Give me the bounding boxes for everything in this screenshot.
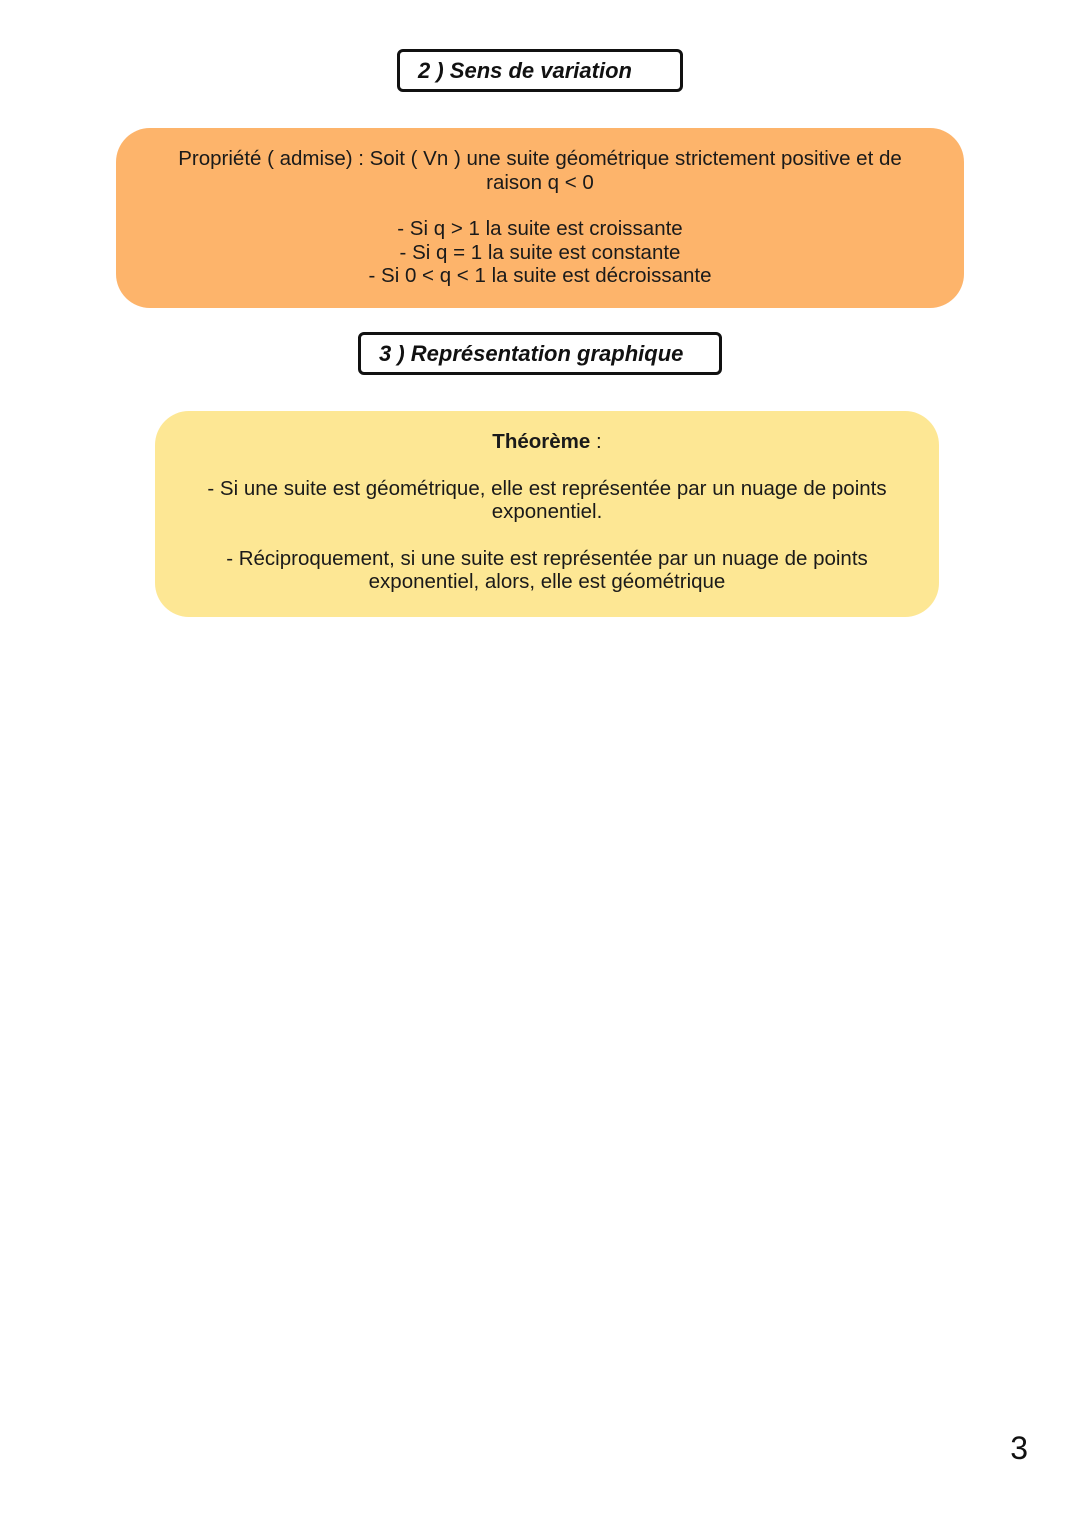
property-item-increasing: - Si q > 1 la suite est croissante	[397, 217, 683, 240]
theorem-point-2-line-2: exponentiel, alors, elle est géométrique	[368, 570, 726, 593]
property-item-decreasing: - Si 0 < q < 1 la suite est décroissante	[368, 264, 712, 287]
property-item-constant: - Si q = 1 la suite est constante	[399, 240, 681, 264]
section-title-text: 3 ) Représentation graphique	[379, 340, 684, 366]
section-title-text: 2 ) Sens de variation	[418, 57, 632, 83]
theorem-point-1-line-1: - Si une suite est géométrique, elle est représentée par un nuage de points	[207, 476, 887, 500]
theorem-point-1-line-2: exponentiel.	[491, 500, 603, 523]
property-box	[116, 128, 964, 308]
theorem-box	[155, 411, 939, 617]
section-title-sens-de-variation	[397, 49, 683, 92]
property-intro-line-2: raison q < 0	[486, 170, 594, 194]
theorem-point-2-line-1: - Réciproquement, si une suite est représentée par un nuage de points	[226, 546, 868, 570]
page-number: 3	[1010, 1430, 1028, 1466]
section-title-representation-graphique	[358, 332, 722, 375]
theorem-heading-suffix: :	[590, 430, 602, 453]
property-intro-line-1: Propriété ( admise) : Soit ( Vn ) une suite géométrique strictement positive et de	[178, 147, 902, 170]
theorem-heading: Théorème	[492, 430, 591, 453]
theorem-heading-line	[155, 430, 939, 454]
